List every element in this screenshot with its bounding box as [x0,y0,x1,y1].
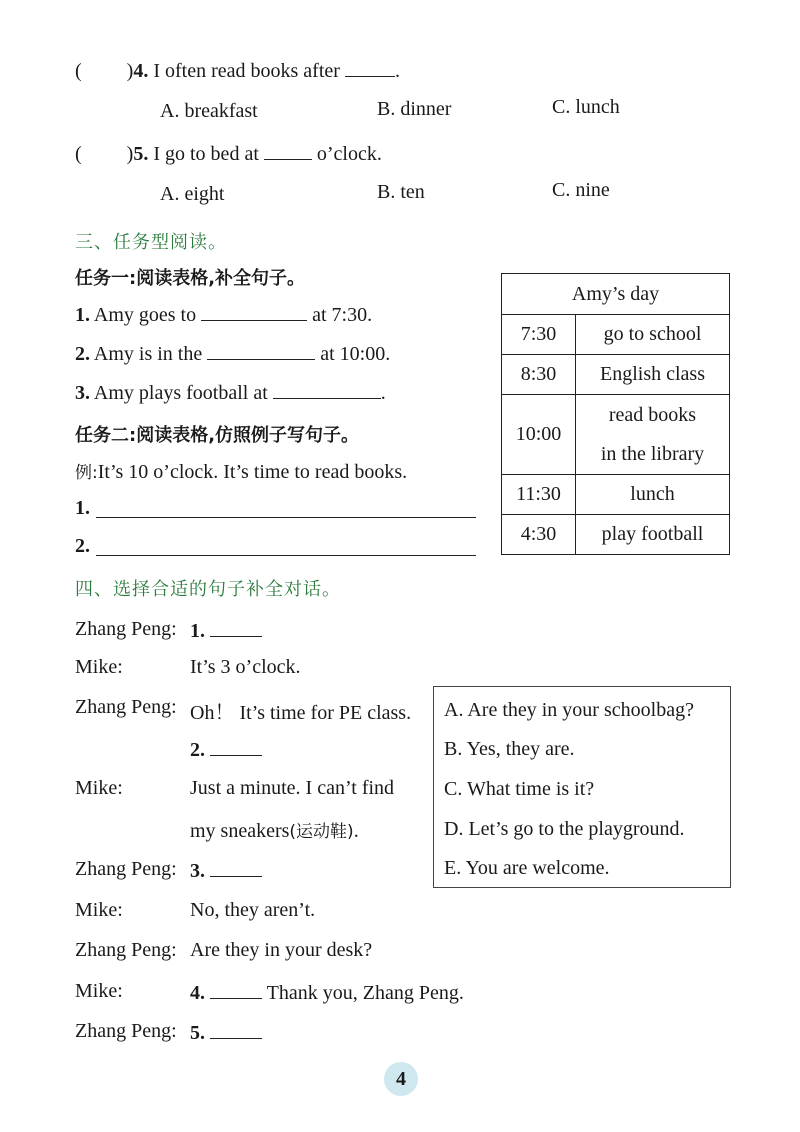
dialogue-line-3 [190,858,262,883]
task1-item-text-end: at 10:00. [315,343,391,365]
dialogue-text: my sneakers [190,820,290,842]
q5-option-b[interactable]: B. ten [377,181,425,203]
task1-item1-blank[interactable] [201,302,307,321]
dialogue-gloss: (运动鞋) [289,822,354,842]
page-number: 4 [396,1068,406,1090]
dialogue-blank-4[interactable] [210,980,262,999]
table-cell-activity: go to school [576,315,730,355]
task1-item-number: 2. [75,343,90,365]
q5-number: 5. [133,143,149,165]
task1-item-text-end: at 7:30. [307,304,373,326]
q4-answer-paren-close: ) [126,60,134,82]
amys-day-table [501,273,730,555]
task2-answer-line-2[interactable] [96,555,476,556]
dialogue-number: 4. [190,982,205,1004]
dialogue-blank-3[interactable] [210,858,262,877]
table-cell-time: 8:30 [502,355,576,395]
table-cell-activity: lunch [576,475,730,515]
task1-item-text-end: . [380,382,386,404]
table-cell-activity-line1: read books [608,403,697,426]
task2-example-text: It’s 10 o’clock. It’s time to read books. [97,461,408,483]
dialogue-text: Just a minute. I can’t find [190,777,395,799]
task1-item-3 [75,380,386,405]
task1-item-1 [75,302,372,327]
table-cell-activity-line2: in the library [600,442,705,465]
dialogue-text: Are they in your desk? [190,939,373,961]
q4-number: 4. [133,60,149,82]
table-row [502,475,730,515]
q4-answer-paren-open: ( [75,60,82,82]
dialogue-text-sneakers [190,817,359,843]
option-e[interactable]: E. You are welcome. [444,857,610,879]
table-row [502,515,730,555]
table-row [502,355,730,395]
dialogue-text: . [353,820,359,842]
q5-blank[interactable] [264,141,312,160]
dialogue-text: No, they aren’t. [190,899,316,921]
q5-option-a[interactable]: A. eight [160,183,225,205]
task1-item-text: Amy is in the [90,343,208,365]
dialogue-line-5 [190,1020,262,1045]
option-b[interactable]: B. Yes, they are. [444,738,575,760]
task2-answer-line-1[interactable] [96,517,476,518]
option-c[interactable]: C. What time is it? [444,778,595,800]
q4-text-end: . [394,60,400,82]
dialogue-number: 3. [190,860,205,882]
dialogue-text: Oh！ It’s time for PE class. [190,702,412,724]
task1-item-text: Amy plays football at [90,382,273,404]
option-a[interactable]: A. Are they in your schoolbag? [444,699,694,721]
dialogue-line-2 [190,737,262,762]
q5-answer-paren-open: ( [75,143,82,165]
task1-title: 任务一:阅读表格,补全句子。 [75,268,306,289]
task1-item-2 [75,341,390,366]
page-number-badge [384,1062,418,1096]
q4-option-a[interactable]: A. breakfast [160,100,258,122]
dialogue-line-4 [190,980,464,1005]
speaker-mike: Mike: [75,980,123,1002]
table-cell-time: 4:30 [502,515,576,555]
table-cell-activity: English class [576,355,730,395]
q5-option-c[interactable]: C. nine [552,179,610,201]
q4-option-c[interactable]: C. lunch [552,96,620,118]
dialogue-blank-5[interactable] [210,1020,262,1039]
task2-line-number: 2. [75,535,90,557]
dialogue-text: It’s 3 o’clock. [190,656,301,678]
task2-title: 任务二:阅读表格,仿照例子写句子。 [75,425,360,446]
task2-example-label: 例: [75,463,98,483]
q5-line [75,141,382,166]
speaker-mike: Mike: [75,777,123,799]
q4-line [75,58,400,83]
speaker-zhang-peng: Zhang Peng: [75,939,177,961]
table-title: Amy’s day [502,274,730,315]
table-header-row [502,274,730,315]
q5-answer-paren-close: ) [126,143,134,165]
table-cell-time: 7:30 [502,315,576,355]
dialogue-number: 1. [190,620,205,642]
task1-item2-blank[interactable] [207,341,315,360]
task2-line-number: 1. [75,497,90,519]
task1-item3-blank[interactable] [273,380,381,399]
q4-option-b[interactable]: B. dinner [377,98,452,120]
speaker-zhang-peng: Zhang Peng: [75,1020,177,1042]
q5-text-end: o’clock. [311,143,382,165]
dialogue-number: 2. [190,739,205,761]
speaker-zhang-peng: Zhang Peng: [75,858,177,880]
option-d[interactable]: D. Let’s go to the playground. [444,818,685,840]
task1-item-number: 3. [75,382,90,404]
dialogue-text: Thank you, Zhang Peng. [262,982,464,1004]
q4-text: I often read books after [148,60,345,82]
speaker-zhang-peng: Zhang Peng: [75,618,177,640]
dialogue-blank-1[interactable] [210,618,262,637]
speaker-zhang-peng: Zhang Peng: [75,696,177,718]
dialogue-number: 5. [190,1022,205,1044]
section3-heading: 三、任务型阅读。 [75,232,227,253]
table-row [502,395,730,475]
task1-item-text: Amy goes to [90,304,202,326]
table-cell-activity: play football [576,515,730,555]
dialogue-blank-2[interactable] [210,737,262,756]
table-row [502,315,730,355]
table-cell-time: 11:30 [502,475,576,515]
dialogue-line-1 [190,618,262,643]
table-cell-time: 10:00 [502,395,576,475]
speaker-mike: Mike: [75,899,123,921]
dialogue-options-box [433,686,731,888]
q5-text: I go to bed at [148,143,264,165]
q4-blank[interactable] [345,58,395,77]
speaker-mike: Mike: [75,656,123,678]
task2-example [75,458,407,484]
section4-heading: 四、选择合适的句子补全对话。 [75,579,341,600]
table-cell-activity [576,395,730,475]
task1-item-number: 1. [75,304,90,326]
